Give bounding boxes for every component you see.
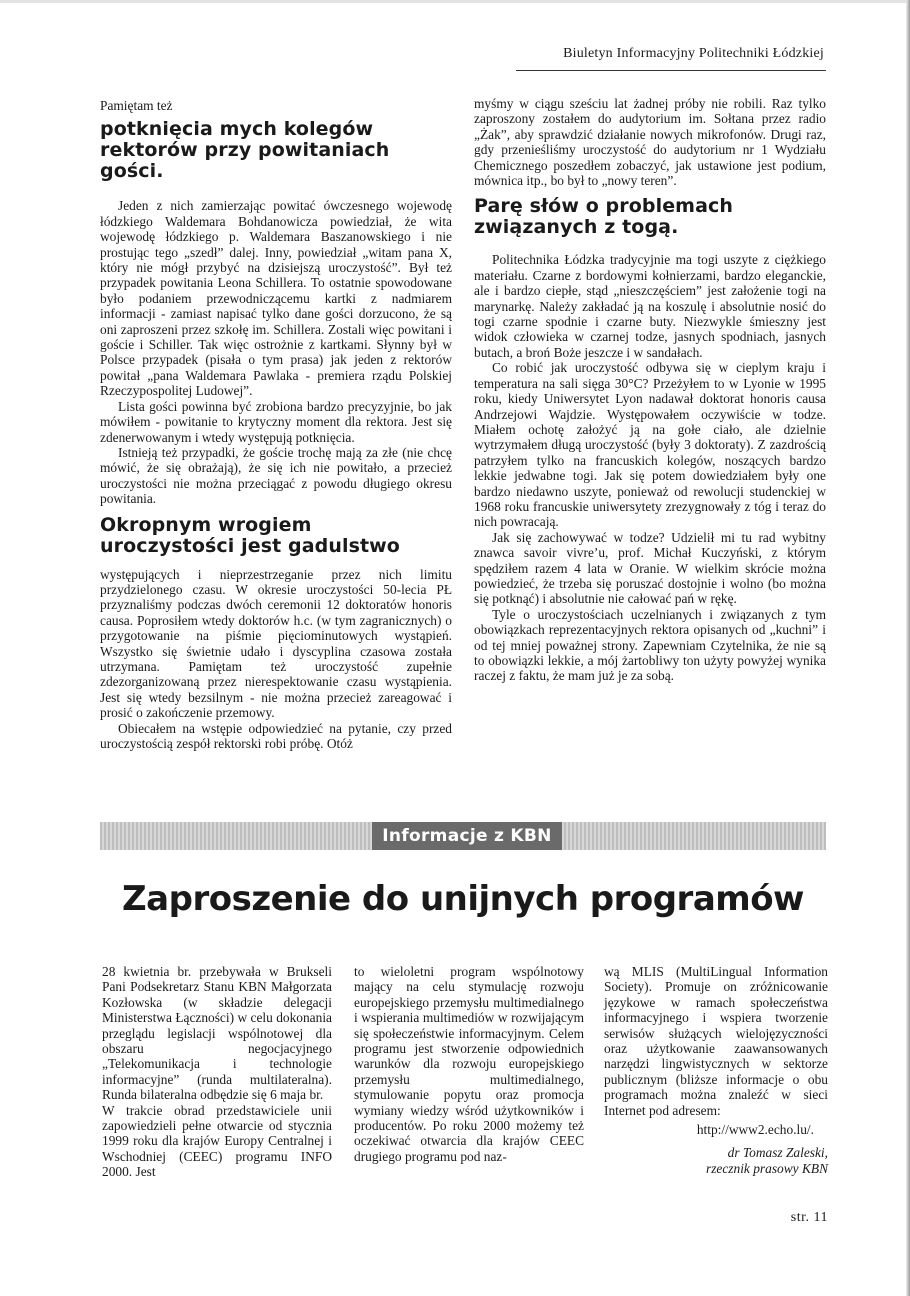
paragraph: Jeden z nich zamierzając powitać ówczesnego wojewodę łódzkiego Waldemara Bohdanowicza powiedział, że wita wojewodę łódzkiego p. Waldemara Baszanowskiego i nie prostując tego „szedł” dalej. Inny, powiedział „witam pana X, który nie mógł przybyć na dzisiejszą uroczystość”. Był też przypadek powitania Leona Schillera. To ostatnie spowodowane było podaniem przewodniczącemu kartki z nadmiarem informacji - zamiast napisać tylko dane gości dorzucono, że są oni zaproszeni przez szkołę im. Schillera. Zostali więc powitani i goście i Schiller. Tak więc ostrożnie z kartkami. Słynny był w Polsce przypadek (pisała o tym prasa) jak jeden z rektorów powitał „pana Waldemara Pawlaka - premiera rządu Polskiej Rzeczypospolitej Ludowej”. (100, 198, 452, 399)
paragraph: W trakcie obrad przedstawiciele unii zapowiedzieli pełne otwarcie od stycznia 1999 roku dla krajów Europy Centralnej i Wschodniej (CEEC) programu INFO 2000. Jest (102, 1102, 332, 1180)
article-column-3 (604, 964, 828, 1176)
lead-line: Pamiętam też (100, 98, 173, 113)
running-header: Biuletyn Informacyjny Politechniki Łódzkiej (563, 46, 824, 61)
right-column (474, 96, 826, 684)
article-title: Zaproszenie do unijnych programów (122, 879, 804, 919)
article-column-2 (354, 964, 584, 1164)
page-number: str. 11 (790, 1210, 828, 1225)
header-rule (516, 70, 826, 71)
section-heading-greetings: potknięcia mych kolegów rektorów przy powitaniach gości. (100, 118, 390, 183)
signature-name: dr Tomasz Zaleski, (727, 1145, 828, 1161)
paragraph: Jak się zachowywać w todze? Udzielił mi tu rad wybitny znawca savoir vivre’u, prof. Michał Kuczyński, z którym spędziłem razem 4 lata w Oranie. W wielkim skrócie można powiedzieć, że trzeba się poruszać dostojnie i wolno (bo można się potknąć) i absolutnie nie całować pań w rękę. (474, 529, 826, 607)
scan-top-shadow (0, 0, 910, 3)
article-column-1 (102, 964, 332, 1180)
paragraph: Obiecałem na wstępie odpowiedzieć na pytanie, czy przed uroczystością zespół rektorski robi próbę. Otóż (100, 720, 452, 751)
paragraph: 28 kwietnia br. przebywała w Brukseli Pani Podsekretarz Stanu KBN Małgorzata Kozłowska (w składzie delegacji Ministerstwa Łączności) w celu dokonania przeglądu legislacji wspólnotowej dla obszaru negocjacyjnego „Telekomunikacja i technologie informacyjne” (runda multilateralna). Runda bilateralna odbędzie się 6 maja br. (102, 964, 332, 1103)
paragraph: Tyle o uroczystościach uczelnianych i związanych z tym obowiązkach reprezentacyjnych rektora opisanych od „kuchni” i od tej mniej poważnej strony. Zapewniam Czytelnika, że nie są to obowiązki lekkie, a mój żartobliwy ton użyty powyżej wynika raczej z faktu, że mam już je za sobą. (474, 606, 826, 684)
left-column (100, 98, 452, 751)
scan-edge-shadow (906, 0, 910, 1296)
paragraph: myśmy w ciągu sześciu lat żadnej próby nie robili. Raz tylko zaproszony zostałem do audytorium im. Sołtana przez radio „Żak”, aby sprawdzić działanie nowych mikrofonów. Drugi raz, gdy przenieśliśmy uroczystość do audytorium nr 1 Wydziału Chemicznego poszedłem zobaczyć, jak ustawione jest podium, mównica itp., bo był to „nowy teren”. (474, 96, 826, 189)
paragraph: wą MLIS (MultiLingual Information Society). Promuje on zróżnicowanie językowe w ramach społeczeństwa informacyjnego i wspiera tworzenie serwisów służących wielojęzyczności oraz użytkowanie zaawansowanych narzędzi lingwistycznych w sektorze publicznym (bliższe informacje o obu programach można znaleźć w sieci Internet pod adresem: (604, 964, 828, 1118)
section-band-label: Informacje z KBN (372, 822, 562, 850)
section-heading-verbosity: Okropnym wrogiem uroczystości jest gadulstwo (100, 513, 400, 557)
paragraph: Politechnika Łódzka tradycyjnie ma togi uszyte z ciężkiego materiału. Czarne z bordowymi kołnierzami, bardzo eleganckie, ale i bardzo ciepłe, stąd „nieszczęściem” jest założenie togi na marynarkę. Należy zakładać ją na koszulę i absolutnie nosić do togi czarne spodnie i czarne buty. Niezwykle śmieszny jest widok człowieka w czarnej todze, jasnych spodniach, jasnych butach, a broń Boże jeszcze i w sandałach. (474, 252, 826, 360)
paragraph: Co robić jak uroczystość odbywa się w cieplym kraju i temperatura na sali sięga 30°C? Przeżyłem to w Lyonie w 1995 roku, kiedy Uniwersytet Lyon nadawał doktorat honoris causa Andrzejowi Wajdzie. Występowałem oczywiście w todze. Miałem ochotę założyć ją na gołe ciało, ale dzielnie wytrzymałem długą uroczystość (były 3 doktoraty). Z zazdrością patrzyłem tylko na francuskich kolegów, noszących bardzo lekkie jedwabne togi. Jak się potem dowiedziałem były one bardzo niedawno uszyte, ponieważ od rewolucji studenckiej w 1968 roku francuskie uniwersytety zrezygnowały z tóg i teraz do nich powracają. (474, 360, 826, 530)
signature-role: rzecznik prasowy KBN (706, 1160, 828, 1176)
paragraph: Lista gości powinna być zrobiona bardzo precyzyjnie, bo jak mówiłem - powitanie to krytyczny moment dla rektora. Jest się zdenerwowanym i wtedy występują potknięcia. (100, 398, 452, 445)
web-address: http://www2.echo.lu/. (696, 1122, 814, 1138)
paragraph: występujących i nieprzestrzeganie przez nich limitu przydzielonego czasu. W okresie uroczystości 50-lecia PŁ przyznaliśmy podczas dwóch ceremonii 12 doktoratów honoris causa. Poprosiłem wtedy doktorów h.c. (w tym zagranicznych) o przygotowanie na piśmie pięciominutowych wystąpień. Wszystko się świetnie udało i dyscyplina czasowa została utrzymana. Pamiętam też uroczystość zupełnie zdezorganizowaną przez nierespektowanie czasu wystąpienia. Jest się wtedy bezsilnym - nie można przecież zareagować i prosić o zakończenie przemowy. (100, 566, 452, 721)
section-heading-toga: Parę słów o problemach związanych z togą. (474, 195, 733, 239)
paragraph: Istnieją też przypadki, że goście trochę mają za złe (nie chcę mówić, że się obrażają), że się ich nie powitało, a przecież uroczystości nie można przeciągać z powodu długiego okresu powitania. (100, 444, 452, 507)
paragraph: to wieloletni program wspólnotowy mający na celu stymulację rozwoju europejskiego przemysłu multimedialnego i wspierania multimediów w rozwijającym się społeczeństwie informacyjnym. Celem programu jest stworzenie odpowiednich warunków dla rozwoju europejskiego przemysłu multimedialnego, stymulowanie popytu oraz promocja wymiany wiedzy wśród użytkowników i producentów. Po roku 2000 możemy też oczekiwać otwarcia dla krajów CEEC drugiego programu pod naz- (354, 964, 584, 1164)
